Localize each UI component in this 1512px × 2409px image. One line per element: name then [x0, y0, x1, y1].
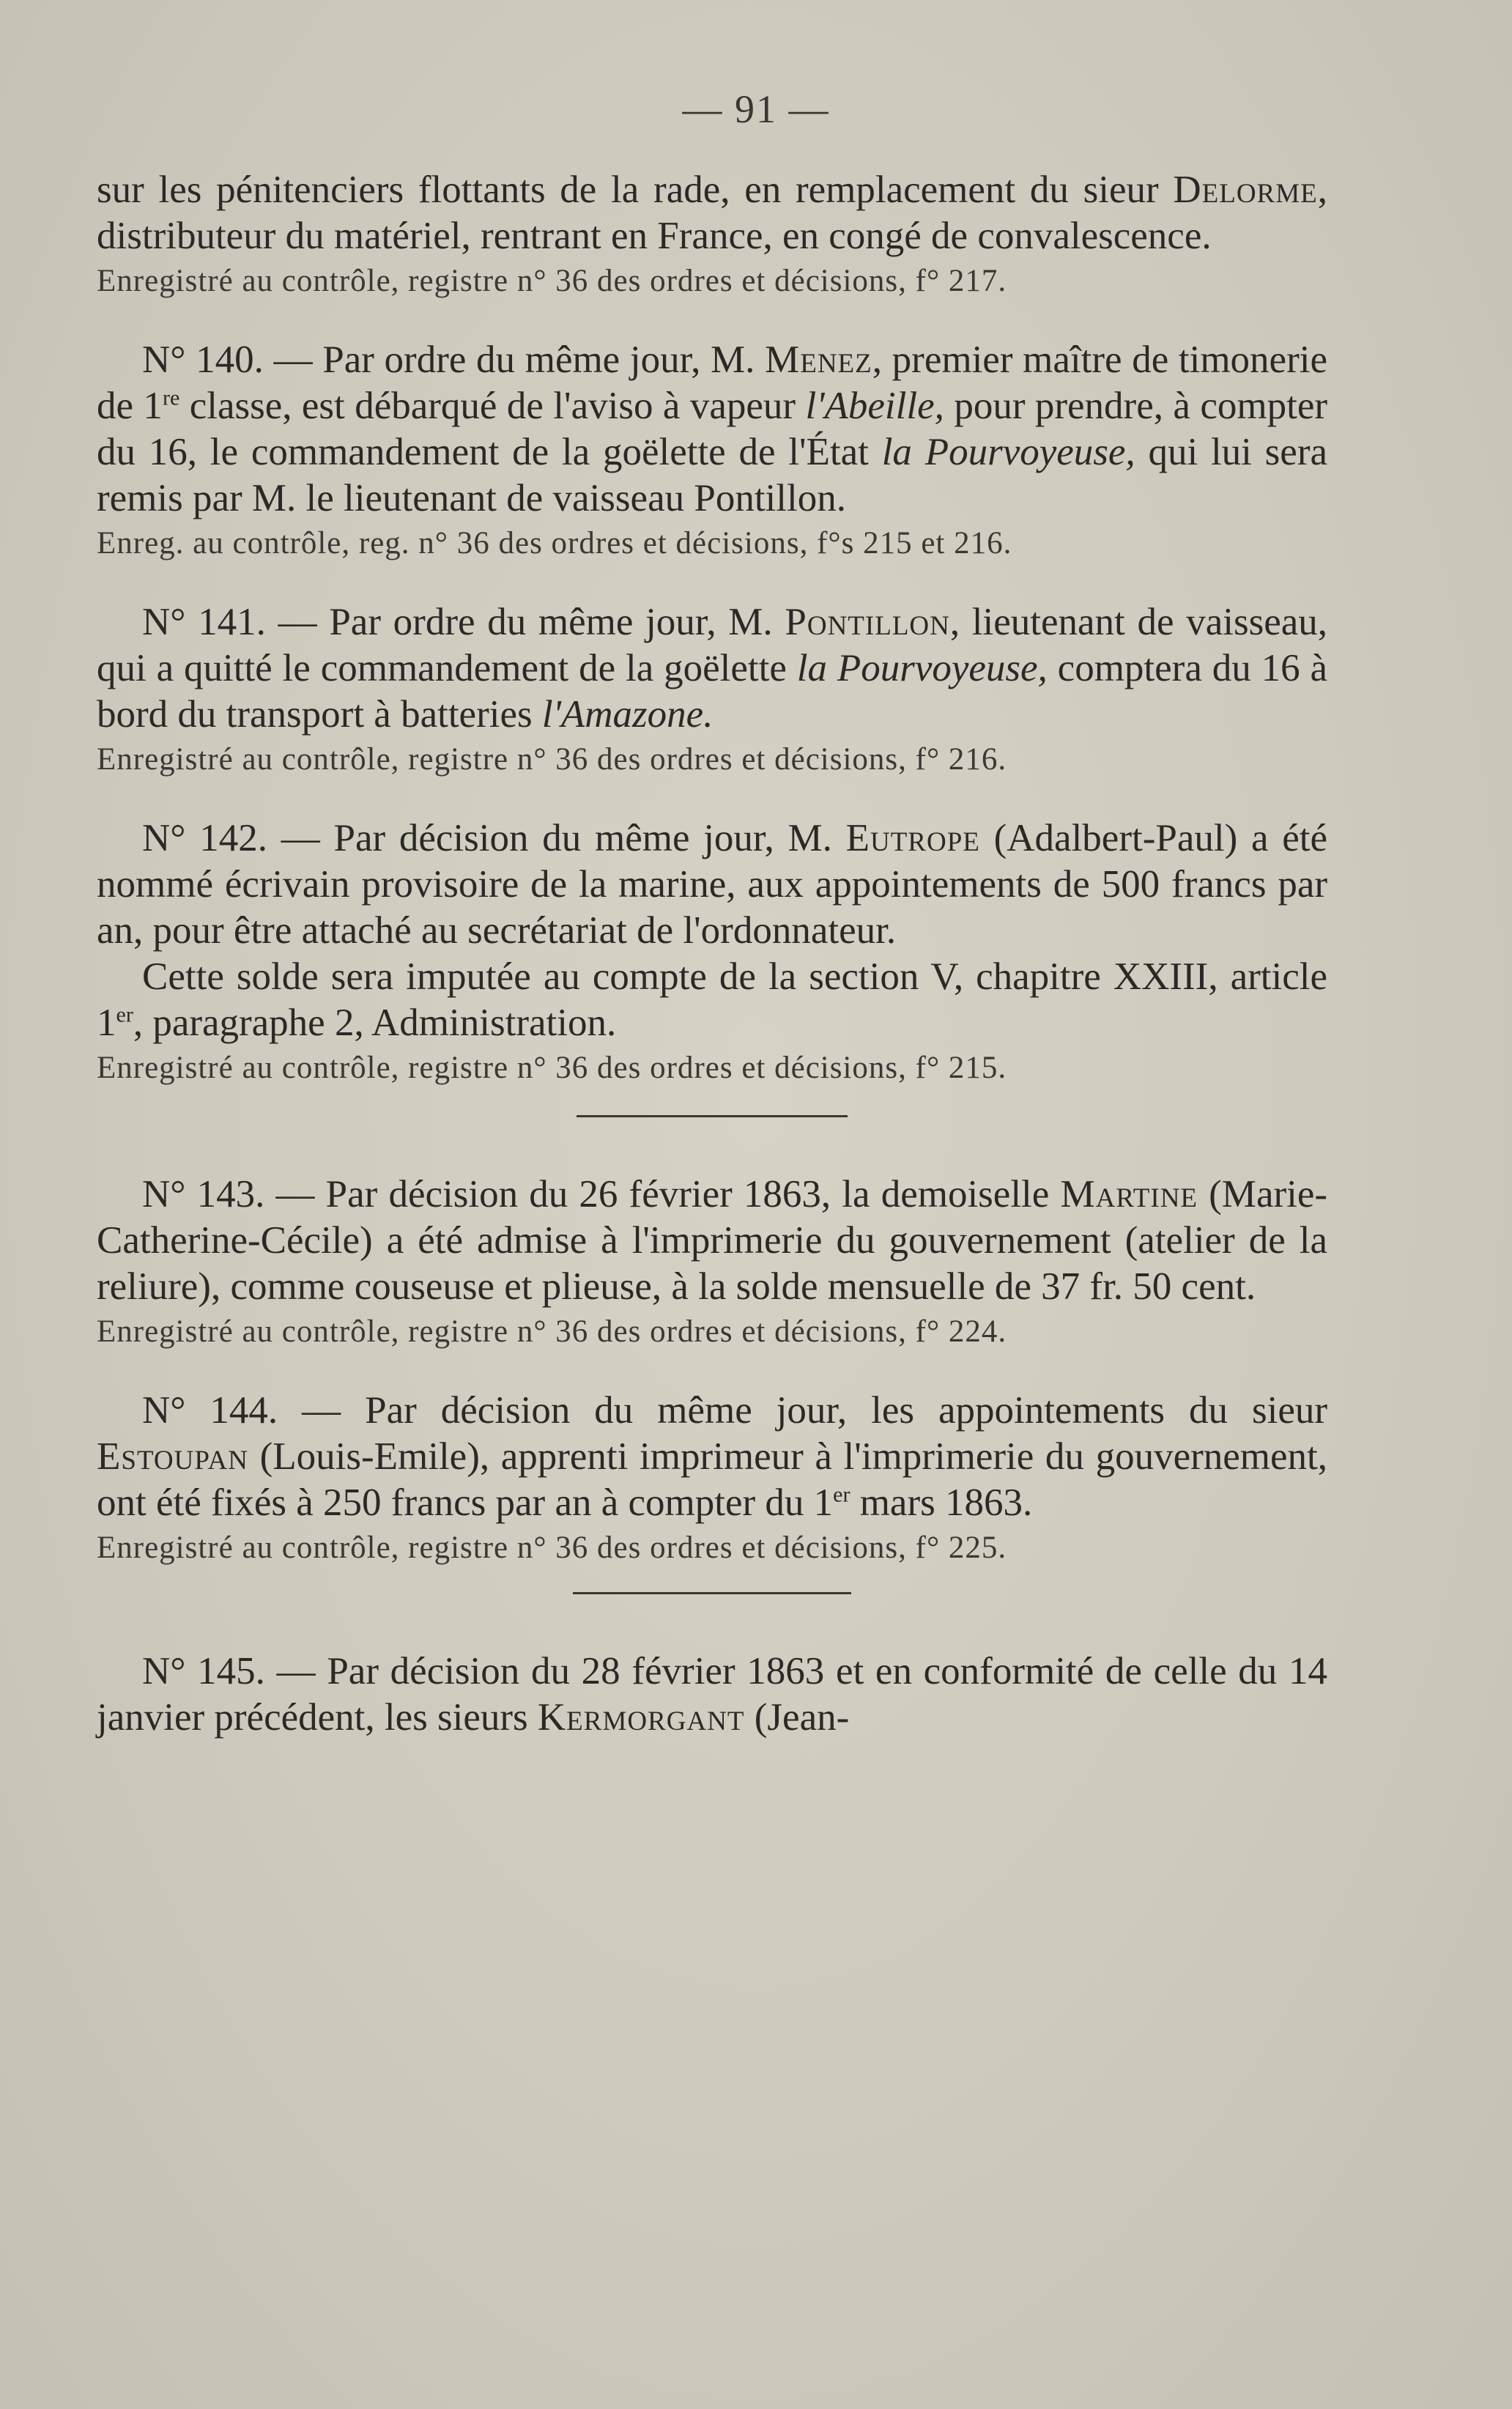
- text-part: , paragraphe 2, Administration.: [133, 1002, 617, 1044]
- paragraph-text: [97, 1388, 1327, 1526]
- text-part: — Par décision du même jour, les appointements du sieur: [302, 1389, 1327, 1432]
- page-number: — 91 —: [682, 87, 830, 131]
- decision-number: N° 145.: [142, 1650, 265, 1692]
- paragraph-text: [97, 954, 1327, 1046]
- person-name: Pontillon: [785, 601, 950, 643]
- person-name: Kermorgant: [537, 1696, 745, 1739]
- text-body: [97, 167, 1327, 1741]
- text-part: , distributeur du matériel, rentrant en France, en congé de convalescence.: [97, 169, 1327, 257]
- registration-note: Enregistré au contrôle, registre n° 36 des ordres et décisions, f° 216.: [97, 742, 1007, 777]
- decision-143: [97, 1172, 1327, 1354]
- person-name: Eutrope: [845, 817, 980, 859]
- text-part: — Par décision du même jour, M.: [281, 817, 832, 859]
- text-part: pour prendre, à compter du 16, le commandement de la goëlette de l'État: [97, 385, 1328, 473]
- registration-note: Enregistré au contrôle, registre n° 36 des ordres et décisions, f° 217.: [97, 264, 1007, 298]
- registration-note: Enregistré au contrôle, registre n° 36 des ordres et décisions, f° 224.: [97, 1314, 1007, 1349]
- paragraph-text: [97, 815, 1327, 954]
- paragraph-text: [97, 599, 1327, 738]
- paragraph-continuation: [97, 167, 1327, 303]
- decision-140: [97, 337, 1327, 566]
- decision-141: [97, 599, 1327, 782]
- text-part: — Par ordre du même jour, M.: [278, 601, 773, 643]
- registration-note: Enreg. au contrôle, reg. n° 36 des ordres et décisions, f°s 215 et 216.: [97, 526, 1012, 560]
- section-divider: [573, 1592, 851, 1594]
- decision-number: N° 141.: [142, 601, 266, 643]
- decision-number: N° 144.: [142, 1389, 278, 1432]
- ship-name: la Pourvoyeuse,: [796, 647, 1048, 689]
- text-part: (Jean-: [744, 1696, 850, 1739]
- ship-name: la Pourvoyeuse,: [881, 431, 1135, 473]
- paragraph-text: [97, 1648, 1327, 1741]
- text-part: classe, est débarqué de l'aviso à vapeur: [179, 385, 796, 427]
- ship-name: l'Abeille,: [805, 385, 944, 427]
- section-divider: [577, 1115, 848, 1117]
- registration-note: Enregistré au contrôle, registre n° 36 des ordres et décisions, f° 225.: [97, 1531, 1007, 1565]
- text-part: (Louis-Emile), apprenti imprimeur à l'imprimerie du gouvernement, ont été fixés à 250 francs par an à compter du 1: [97, 1435, 1327, 1524]
- text-part: — Par décision du 28 février 1863 et en conformité de celle du 14 janvier précédent, les sieurs: [97, 1650, 1327, 1739]
- decision-145: [97, 1648, 1327, 1741]
- decision-number: N° 142.: [142, 817, 267, 859]
- decision-number: N° 143.: [142, 1173, 265, 1215]
- text-part: — Par ordre du même jour, M.: [273, 338, 755, 381]
- superscript: er: [833, 1482, 850, 1507]
- text-part: , premier maître de timonerie de 1: [97, 338, 1327, 427]
- decision-144: [97, 1388, 1327, 1570]
- text-part: , lieutenant de vaisseau, qui a quitté le commandement de la goëlette: [97, 601, 1327, 689]
- text-part: — Par décision du 26 février 1863, la demoiselle: [275, 1173, 1050, 1215]
- paragraph-text: [97, 1172, 1327, 1310]
- person-name: Delorme: [1173, 169, 1318, 211]
- person-name: Menez: [765, 338, 872, 381]
- decision-number: N° 140.: [142, 338, 264, 381]
- text-part: (Adalbert-Paul) a été nommé écrivain provisoire de la marine, aux appointements de 500 francs par an, pour être attaché au secrétariat de l'ordonnateur.: [97, 817, 1327, 952]
- superscript: er: [116, 1002, 133, 1027]
- registration-note: Enregistré au contrôle, registre n° 36 des ordres et décisions, f° 215.: [97, 1051, 1007, 1085]
- text-part: qui lui sera remis par M. le lieutenant de vaisseau Pontillon.: [97, 431, 1328, 519]
- superscript: re: [162, 385, 180, 410]
- text-part: (Marie-Catherine-Cécile) a été admise à l'imprimerie du gouvernement (atelier de la reliure), comme couseuse et plieuse, à la solde mensuelle de 37 fr. 50 cent.: [97, 1173, 1328, 1308]
- text-part: Cette solde sera imputée au compte de la section V, chapitre XXIII, article 1: [97, 955, 1327, 1044]
- text-part: sur les pénitenciers flottants de la rade, en remplacement du sieur: [97, 169, 1174, 211]
- paragraph-text: [97, 337, 1327, 522]
- text-part: mars 1863.: [850, 1481, 1033, 1524]
- person-name: Estoupan: [97, 1435, 248, 1478]
- decision-142: [97, 815, 1327, 1090]
- person-name: Martine: [1060, 1173, 1198, 1215]
- paragraph-text: [97, 167, 1327, 259]
- text-part: comptera du 16 à bord du transport à batteries: [97, 647, 1327, 736]
- ship-name: l'Amazone.: [541, 693, 714, 736]
